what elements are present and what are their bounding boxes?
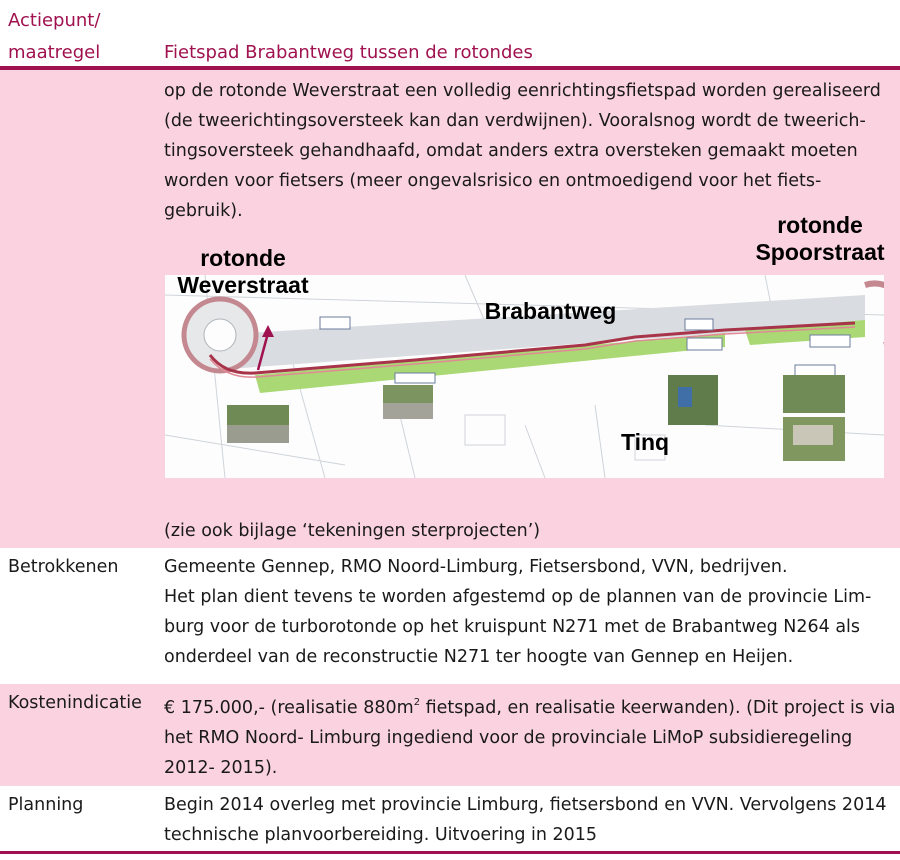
text-line: gebruik). <box>164 201 243 221</box>
row-kostenindicatie-text <box>164 688 895 783</box>
header-col2: Fietspad Brabantweg tussen de rotondes <box>164 42 533 63</box>
header-col1-line2: maatregel <box>8 42 101 63</box>
text-line: op de rotonde Weverstraat een volledig eenrichtingsfietspad worden gerealiseerd <box>164 81 881 101</box>
text-line: Het plan dient tevens te worden afgestemd op de plannen van de provincie Lim- <box>164 587 872 607</box>
map-label-weverstraat-line2: Weverstraat <box>177 272 309 298</box>
header-col1-line1: Actiepunt/ <box>8 10 101 31</box>
map-label-spoorstraat-line2: Spoorstraat <box>755 239 885 265</box>
cost-text-sup: 2 <box>413 697 421 708</box>
row-betrokkenen-text <box>164 552 871 672</box>
row-label-planning: Planning <box>8 795 84 815</box>
text-line: burg voor de turborotonde op het kruispunt N271 met de Brabantweg N264 als <box>164 617 861 637</box>
text-line: onderdeel van de reconstructie N271 ter hoogte van Gennep en Heijen. <box>164 647 794 667</box>
text-line: het RMO Noord- Limburg ingediend voor de provinciale LiMoP subsidieregeling <box>164 728 853 748</box>
row-description-text <box>164 76 881 226</box>
map-label-weverstraat-line1: rotonde <box>200 245 286 271</box>
text-line: technische planvoorbereiding. Uitvoering in 2015 <box>164 825 598 845</box>
text-line: Gemeente Gennep, RMO Noord-Limburg, Fietsersbond, VVN, bedrijven. <box>164 557 788 577</box>
map-label-spoorstraat <box>742 212 898 266</box>
row-label-kostenindicatie: Kostenindicatie <box>8 693 142 713</box>
text-line: worden voor fietsers (meer ongevalsrisico en ontmoedigend voor het fiets- <box>164 171 822 191</box>
map-label-tinq: Tinq <box>620 429 670 455</box>
row-label-betrokkenen: Betrokkenen <box>8 557 119 577</box>
roundabout-weverstraat-center <box>204 319 236 351</box>
text-line: tingsoversteek gehandhaafd, omdat anders extra oversteken gemaakt moeten <box>164 141 858 161</box>
table-bottom-rule <box>0 851 900 854</box>
map-label-spoorstraat-line1: rotonde <box>777 212 863 238</box>
text-line: Begin 2014 overleg met provincie Limburg, fietsersbond en VVN. Vervolgens 2014 <box>164 795 887 815</box>
map-label-brabantweg: Brabantweg <box>484 298 617 324</box>
map-label-weverstraat <box>163 245 323 299</box>
map-caption: (zie ook bijlage ‘tekeningen sterprojecten’) <box>164 521 541 541</box>
text-line: (de tweerichtingsoversteek kan dan verdwijnen). Vooralsnog wordt de tweerich- <box>164 111 866 131</box>
row-planning-text <box>164 790 886 850</box>
text-line: 2012- 2015). <box>164 758 278 778</box>
cost-text-post: fietspad, en realisatie keerwanden). (Dit project is via <box>420 698 896 718</box>
cost-text-pre: € 175.000,- (realisatie 880m <box>164 698 414 718</box>
text-line-cost <box>164 688 895 723</box>
